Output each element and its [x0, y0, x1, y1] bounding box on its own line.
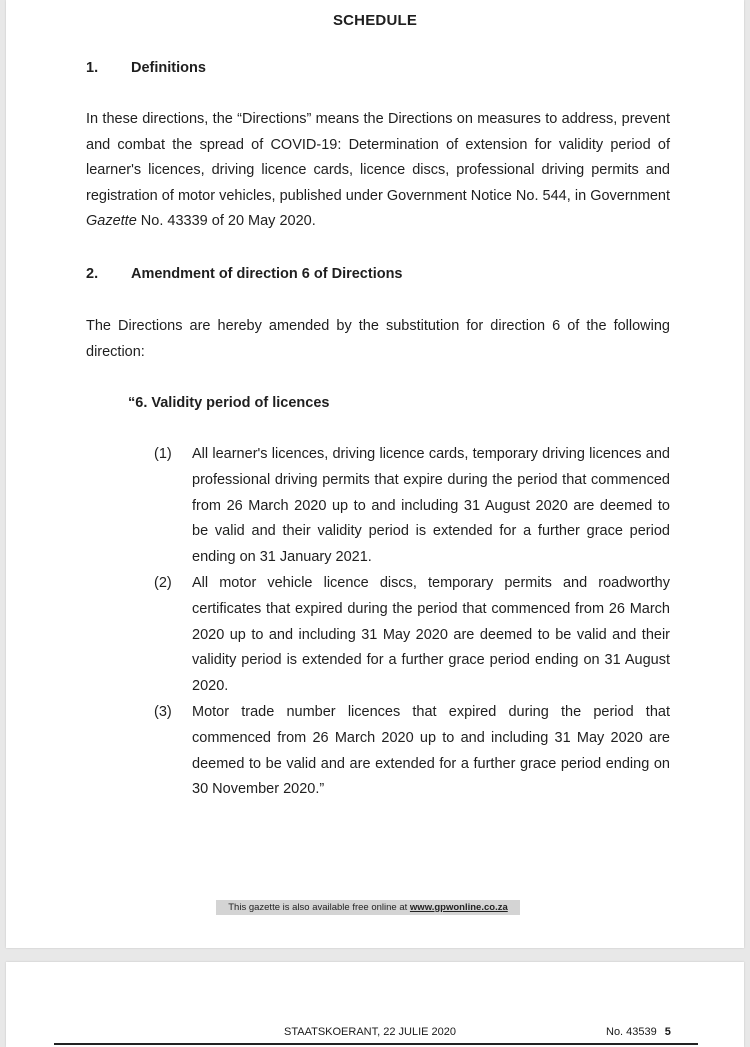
item-3-text: Motor trade number licences that expired during the period that commenced from 26 March 2020 up to and including 31 May 2020 are deemed to be valid and are extended for a further grace period ending on 30 November 2020.”	[192, 704, 670, 798]
section-1-paragraph	[86, 107, 670, 235]
direction-6-heading: “6. Validity period of licences	[128, 395, 330, 411]
section-1-text-italic: Gazette	[86, 213, 137, 229]
page-number: 5	[664, 1026, 671, 1038]
running-header-number	[606, 1026, 671, 1038]
item-3-number: (3)	[154, 704, 172, 720]
item-1-text: All learner's licences, driving licence cards, temporary driving licences and professional driving permits that expire during the period that commenced from 26 March 2020 up to and including 31 August 2020 are deemed to be valid and their validity period is extended for a further grace period ending on 31 January 2021.	[192, 446, 670, 566]
direction-6-item-2	[154, 571, 670, 700]
section-2-paragraph: The Directions are hereby amended by the substitution for direction 6 of the following direction:	[86, 318, 670, 360]
gazette-number: No. 43539	[606, 1026, 657, 1038]
gazette-page	[6, 0, 744, 948]
item-2-number: (2)	[154, 575, 172, 591]
section-2-title: Amendment of direction 6 of Directions	[131, 266, 403, 282]
section-2-number: 2.	[86, 266, 99, 282]
section-1-title: Definitions	[131, 60, 206, 76]
section-2-heading	[86, 266, 403, 282]
direction-6-item-1	[154, 442, 670, 571]
running-header-date: STAATSKOERANT, 22 JULIE 2020	[284, 1026, 456, 1038]
section-1-heading	[86, 60, 206, 76]
section-1-text-a: In these directions, the “Directions” means the Directions on measures to address, prevent and combat the spread of COVID-19: Determination of extension for validity period of learner's licences, driving licence cards, licence discs, professional driving permits and registration of motor vehicles, published under Government Notice No. 544, in Government	[86, 111, 670, 204]
page-title: SCHEDULE	[332, 12, 418, 29]
gpwonline-link[interactable]: www.gpwonline.co.za	[409, 902, 508, 913]
online-notice-text: This gazette is also available free online at	[228, 902, 410, 913]
item-2-text: All motor vehicle licence discs, temporary permits and roadworthy certificates that expired during the period that commenced from 26 March 2020 up to and including 31 May 2020 are deemed to be valid and their validity period is extended for a further grace period ending on 31 August 2020.	[192, 575, 670, 695]
section-1-text-b: No. 43339 of 20 May 2020.	[136, 213, 316, 229]
header-rule	[54, 1043, 698, 1045]
item-1-number: (1)	[154, 446, 172, 462]
section-1-number: 1.	[86, 60, 99, 76]
gazette-online-notice	[216, 900, 520, 915]
direction-6-item-3	[154, 700, 670, 803]
